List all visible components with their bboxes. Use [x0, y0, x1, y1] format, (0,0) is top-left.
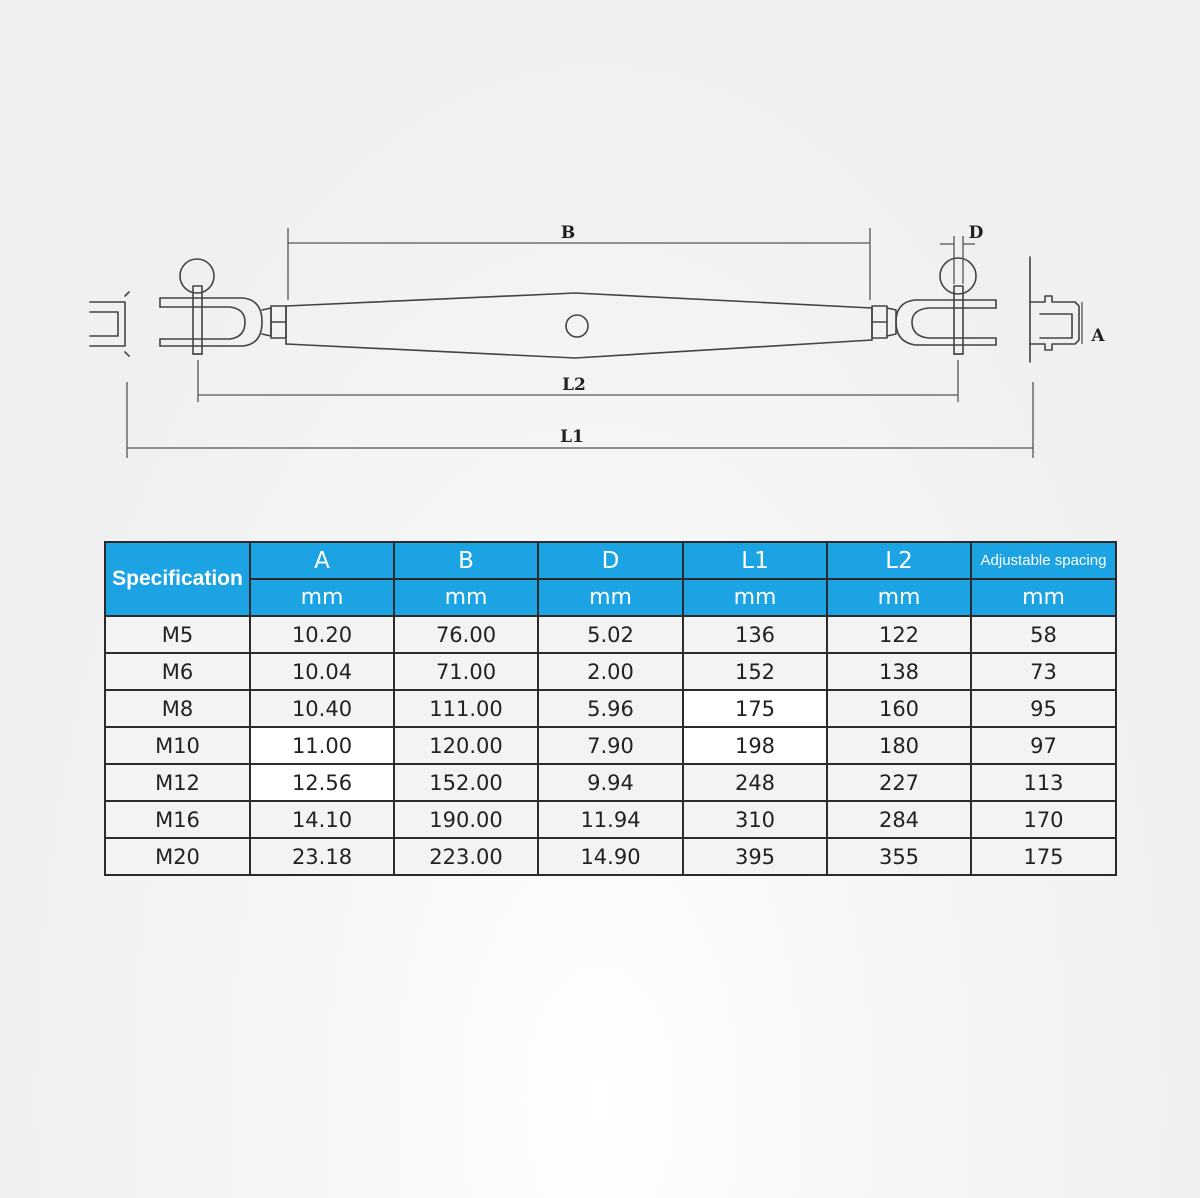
header-adjustable-spacing: Adjustable spacing	[971, 542, 1116, 579]
cell-a: 10.04	[250, 653, 394, 690]
row-spec: M16	[105, 801, 250, 838]
row-spec: M8	[105, 690, 250, 727]
cell-b: 120.00	[394, 727, 538, 764]
cell-d: 7.90	[538, 727, 683, 764]
header-specification: Specification	[105, 542, 250, 616]
header-d: D	[538, 542, 683, 579]
header-row	[105, 542, 1116, 579]
table-row	[105, 801, 1116, 838]
label-l2: L2	[562, 375, 586, 395]
cell-l1: 310	[683, 801, 827, 838]
label-l1: L1	[560, 427, 584, 447]
left-fork-jaw	[160, 259, 286, 354]
unit-d: mm	[538, 579, 683, 616]
cell-d: 14.90	[538, 838, 683, 875]
cell-l2: 160	[827, 690, 971, 727]
specification-table	[104, 541, 1117, 876]
cell-adjustable-spacing: 97	[971, 727, 1116, 764]
cell-l1: 152	[683, 653, 827, 690]
label-a: A	[1091, 326, 1105, 346]
dimension-d	[940, 236, 975, 284]
row-spec: M12	[105, 764, 250, 801]
cell-b: 71.00	[394, 653, 538, 690]
cell-l2: 284	[827, 801, 971, 838]
header-a: A	[250, 542, 394, 579]
unit-row	[105, 579, 1116, 616]
turnbuckle-diagram	[0, 0, 1200, 500]
cell-a: 11.00	[250, 727, 394, 764]
row-spec: M20	[105, 838, 250, 875]
cell-d: 11.94	[538, 801, 683, 838]
cell-l2: 180	[827, 727, 971, 764]
cell-l2: 355	[827, 838, 971, 875]
cell-d: 5.96	[538, 690, 683, 727]
label-b: B	[560, 223, 576, 243]
cell-a: 10.20	[250, 616, 394, 653]
dimension-b	[288, 228, 870, 300]
label-d: D	[968, 223, 984, 243]
unit-l1: mm	[683, 579, 827, 616]
cell-l2: 138	[827, 653, 971, 690]
turnbuckle-body	[286, 293, 872, 358]
cell-l2: 227	[827, 764, 971, 801]
right-pin-profile	[1030, 257, 1079, 362]
unit-adjustable-spacing: mm	[971, 579, 1116, 616]
cell-b: 152.00	[394, 764, 538, 801]
row-spec: M5	[105, 616, 250, 653]
header-l2: L2	[827, 542, 971, 579]
unit-a: mm	[250, 579, 394, 616]
cell-adjustable-spacing: 175	[971, 838, 1116, 875]
unit-l2: mm	[827, 579, 971, 616]
cell-adjustable-spacing: 95	[971, 690, 1116, 727]
cell-l1: 248	[683, 764, 827, 801]
cell-adjustable-spacing: 170	[971, 801, 1116, 838]
right-fork-jaw	[872, 258, 996, 354]
cell-d: 5.02	[538, 616, 683, 653]
cell-d: 2.00	[538, 653, 683, 690]
unit-b: mm	[394, 579, 538, 616]
table-row	[105, 727, 1116, 764]
cell-adjustable-spacing: 113	[971, 764, 1116, 801]
table-row	[105, 838, 1116, 875]
cell-l1: 175	[683, 690, 827, 727]
row-spec: M10	[105, 727, 250, 764]
cell-a: 23.18	[250, 838, 394, 875]
table-row	[105, 616, 1116, 653]
cell-d: 9.94	[538, 764, 683, 801]
cell-adjustable-spacing: 58	[971, 616, 1116, 653]
cell-l1: 395	[683, 838, 827, 875]
cell-adjustable-spacing: 73	[971, 653, 1116, 690]
header-l1: L1	[683, 542, 827, 579]
cell-l1: 198	[683, 727, 827, 764]
left-fork-profile	[90, 292, 129, 356]
cell-b: 223.00	[394, 838, 538, 875]
table-row	[105, 764, 1116, 801]
cell-b: 76.00	[394, 616, 538, 653]
cell-a: 14.10	[250, 801, 394, 838]
header-b: B	[394, 542, 538, 579]
cell-b: 111.00	[394, 690, 538, 727]
cell-a: 10.40	[250, 690, 394, 727]
row-spec: M6	[105, 653, 250, 690]
table-row	[105, 653, 1116, 690]
cell-l1: 136	[683, 616, 827, 653]
cell-b: 190.00	[394, 801, 538, 838]
cell-a: 12.56	[250, 764, 394, 801]
cell-l2: 122	[827, 616, 971, 653]
table-row	[105, 690, 1116, 727]
